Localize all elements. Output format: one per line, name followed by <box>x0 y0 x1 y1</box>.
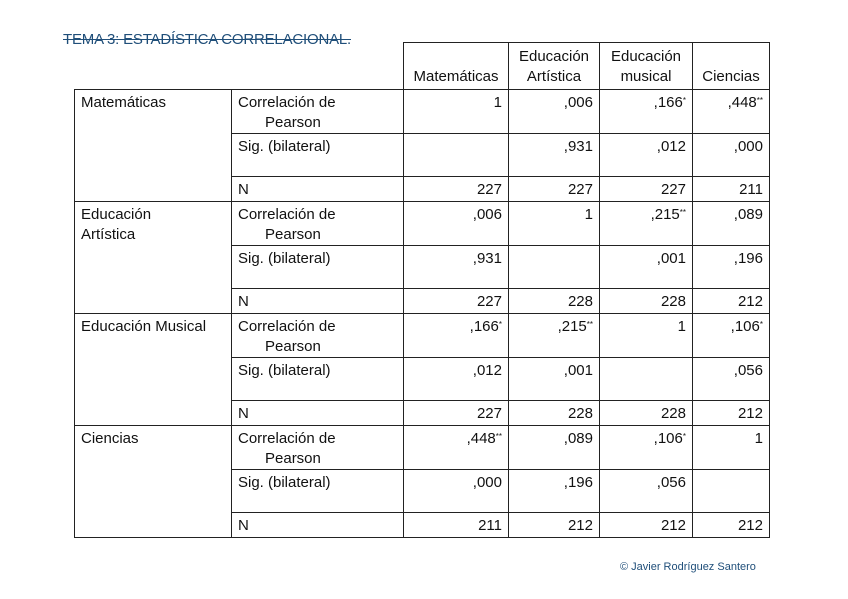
column-header-ciencias: Ciencias <box>693 43 770 90</box>
stat-label-n: N <box>232 513 404 538</box>
sig-cell: ,012 <box>404 358 509 401</box>
correlation-cell: ,166* <box>600 90 693 134</box>
sig-cell: ,196 <box>693 246 770 289</box>
correlation-cell: ,215** <box>509 314 600 358</box>
n-cell: 227 <box>404 177 509 202</box>
row-label-educacion-artistica: Educación Artística <box>75 202 232 314</box>
n-cell: 227 <box>404 401 509 426</box>
table-row <box>75 202 770 246</box>
significance-mark: ** <box>586 320 593 329</box>
correlation-cell: ,448** <box>693 90 770 134</box>
correlation-cell: 1 <box>693 426 770 470</box>
significance-mark: * <box>682 432 686 441</box>
stat-label-correlation: Correlación de Pearson <box>232 202 404 246</box>
table-row <box>75 314 770 358</box>
stat-label-n: N <box>232 177 404 202</box>
header-blank <box>75 43 404 90</box>
stat-label-n: N <box>232 289 404 314</box>
n-cell: 212 <box>693 513 770 538</box>
column-header-educacion-artistica: Educación Artística <box>509 43 600 90</box>
sig-cell: ,001 <box>509 358 600 401</box>
sig-cell: ,196 <box>509 470 600 513</box>
n-cell: 212 <box>600 513 693 538</box>
correlation-cell: ,448** <box>404 426 509 470</box>
n-cell: 228 <box>509 401 600 426</box>
sig-cell: ,056 <box>600 470 693 513</box>
significance-mark: ** <box>679 208 686 217</box>
n-cell: 228 <box>600 401 693 426</box>
n-cell: 228 <box>600 289 693 314</box>
correlation-cell: ,089 <box>509 426 600 470</box>
correlation-cell: ,006 <box>404 202 509 246</box>
n-cell: 227 <box>600 177 693 202</box>
table-row <box>75 90 770 134</box>
sig-cell: ,000 <box>693 134 770 177</box>
n-cell: 227 <box>509 177 600 202</box>
correlation-cell: ,106* <box>693 314 770 358</box>
correlation-cell: 1 <box>404 90 509 134</box>
n-cell: 227 <box>404 289 509 314</box>
n-cell: 212 <box>693 289 770 314</box>
correlation-cell: ,106* <box>600 426 693 470</box>
column-header-educacion-musical: Educación musical <box>600 43 693 90</box>
row-label-matematicas: Matemáticas <box>75 90 232 202</box>
sig-cell: ,000 <box>404 470 509 513</box>
copyright-footer: © Javier Rodríguez Santero <box>620 561 756 573</box>
n-cell: 211 <box>404 513 509 538</box>
slide-title: TEMA 3: ESTADÍSTICA CORRELACIONAL. <box>63 31 351 48</box>
sig-cell: ,056 <box>693 358 770 401</box>
correlation-cell: ,089 <box>693 202 770 246</box>
n-cell: 212 <box>693 401 770 426</box>
correlation-cell: 1 <box>509 202 600 246</box>
significance-mark: * <box>682 96 686 105</box>
sig-cell: ,931 <box>509 134 600 177</box>
n-cell: 228 <box>509 289 600 314</box>
stat-label-sig: Sig. (bilateral) <box>232 470 404 513</box>
correlation-cell: ,215** <box>600 202 693 246</box>
stat-label-correlation: Correlación de Pearson <box>232 314 404 358</box>
table-row <box>75 426 770 470</box>
correlation-cell: 1 <box>600 314 693 358</box>
n-cell: 211 <box>693 177 770 202</box>
correlation-cell: ,166* <box>404 314 509 358</box>
sig-cell: ,931 <box>404 246 509 289</box>
correlation-table <box>74 42 770 538</box>
stat-label-sig: Sig. (bilateral) <box>232 246 404 289</box>
sig-cell <box>693 470 770 513</box>
row-label-ciencias: Ciencias <box>75 426 232 538</box>
sig-cell: ,001 <box>600 246 693 289</box>
stat-label-correlation: Correlación de Pearson <box>232 90 404 134</box>
sig-cell: ,012 <box>600 134 693 177</box>
correlation-cell: ,006 <box>509 90 600 134</box>
sig-cell <box>509 246 600 289</box>
sig-cell <box>600 358 693 401</box>
sig-cell <box>404 134 509 177</box>
significance-mark: * <box>759 320 763 329</box>
stat-label-n: N <box>232 401 404 426</box>
stat-label-sig: Sig. (bilateral) <box>232 134 404 177</box>
significance-mark: * <box>498 320 502 329</box>
n-cell: 212 <box>509 513 600 538</box>
significance-mark: ** <box>756 96 763 105</box>
column-header-matematicas: Matemáticas <box>404 43 509 90</box>
row-label-educacion-musical: Educación Musical <box>75 314 232 426</box>
stat-label-correlation: Correlación de Pearson <box>232 426 404 470</box>
stat-label-sig: Sig. (bilateral) <box>232 358 404 401</box>
significance-mark: ** <box>495 432 502 441</box>
header-row <box>75 43 770 90</box>
